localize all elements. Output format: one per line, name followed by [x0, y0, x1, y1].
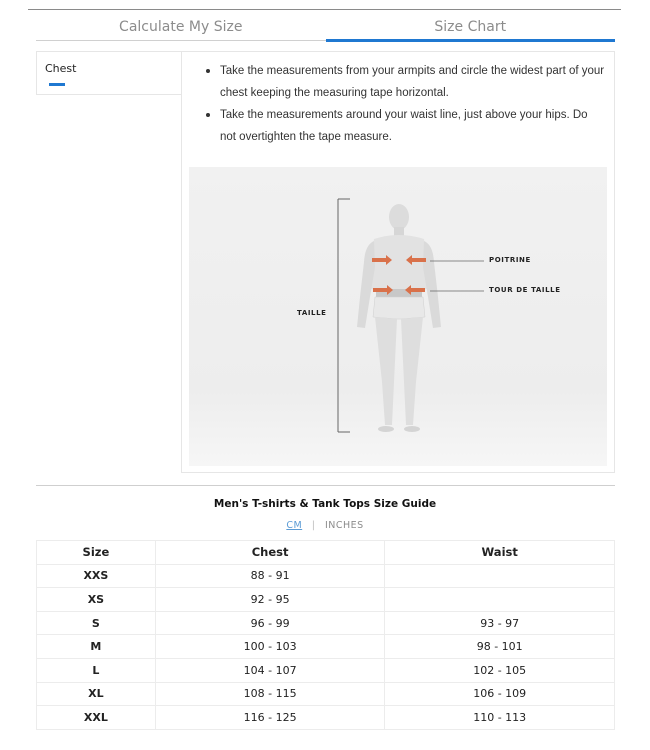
unit-separator: |	[311, 520, 316, 531]
size-cell: XXS	[37, 564, 156, 588]
measurement-panel	[36, 51, 615, 473]
size-table	[36, 540, 615, 730]
measurement-list	[36, 51, 181, 95]
waist-cell: 110 - 113	[385, 706, 615, 730]
chest-cell: 108 - 115	[155, 682, 385, 706]
measurement-item-chest[interactable]	[37, 52, 181, 94]
chest-cell: 92 - 95	[155, 588, 385, 612]
unit-cm[interactable]: CM	[286, 520, 303, 531]
size-cell: S	[37, 611, 156, 635]
chest-cell: 88 - 91	[155, 564, 385, 588]
size-cell: L	[37, 658, 156, 682]
chest-label: POITRINE	[489, 256, 531, 264]
size-cell: XXL	[37, 706, 156, 730]
top-rule	[28, 9, 621, 10]
measurement-figure	[189, 167, 607, 466]
instruction-chest: Take the measurements from your armpits and circle the widest part of your chest keeping the measuring tape horizontal.	[204, 60, 606, 104]
measurement-content	[181, 51, 615, 473]
chest-cell: 116 - 125	[155, 706, 385, 730]
table-row	[37, 682, 615, 706]
chest-cell: 96 - 99	[155, 611, 385, 635]
section-divider	[36, 485, 615, 486]
waist-cell: 106 - 109	[385, 682, 615, 706]
body-model-illustration	[189, 167, 607, 466]
chest-cell: 100 - 103	[155, 635, 385, 659]
active-indicator	[49, 83, 65, 86]
table-row	[37, 635, 615, 659]
table-row	[37, 658, 615, 682]
size-cell: XS	[37, 588, 156, 612]
measurement-item-label: Chest	[45, 62, 77, 75]
instruction-list	[182, 52, 614, 148]
waist-cell	[385, 564, 615, 588]
unit-toggle	[0, 520, 650, 531]
table-row	[37, 706, 615, 730]
height-label: TAILLE	[297, 309, 327, 317]
waist-cell: 102 - 105	[385, 658, 615, 682]
column-header-chest: Chest	[155, 541, 385, 565]
table-row	[37, 588, 615, 612]
waist-label: TOUR DE TAILLE	[489, 286, 561, 294]
table-header-row	[37, 541, 615, 565]
tab-size-chart[interactable]: Size Chart	[326, 14, 616, 40]
instruction-waist: Take the measurements around your waist line, just above your hips. Do not overtighten the tape measure.	[204, 104, 606, 148]
size-guide-title: Men's T-shirts & Tank Tops Size Guide	[213, 498, 437, 510]
tab-bar	[36, 14, 615, 41]
size-cell: M	[37, 635, 156, 659]
tab-calculate-my-size[interactable]: Calculate My Size	[119, 19, 243, 35]
size-cell: XL	[37, 682, 156, 706]
column-header-size: Size	[37, 541, 156, 565]
waist-cell	[385, 588, 615, 612]
column-header-waist: Waist	[385, 541, 615, 565]
chest-cell: 104 - 107	[155, 658, 385, 682]
table-row	[37, 564, 615, 588]
table-row	[37, 611, 615, 635]
waist-cell: 98 - 101	[385, 635, 615, 659]
unit-inches[interactable]: INCHES	[324, 520, 364, 531]
waist-cell: 93 - 97	[385, 611, 615, 635]
